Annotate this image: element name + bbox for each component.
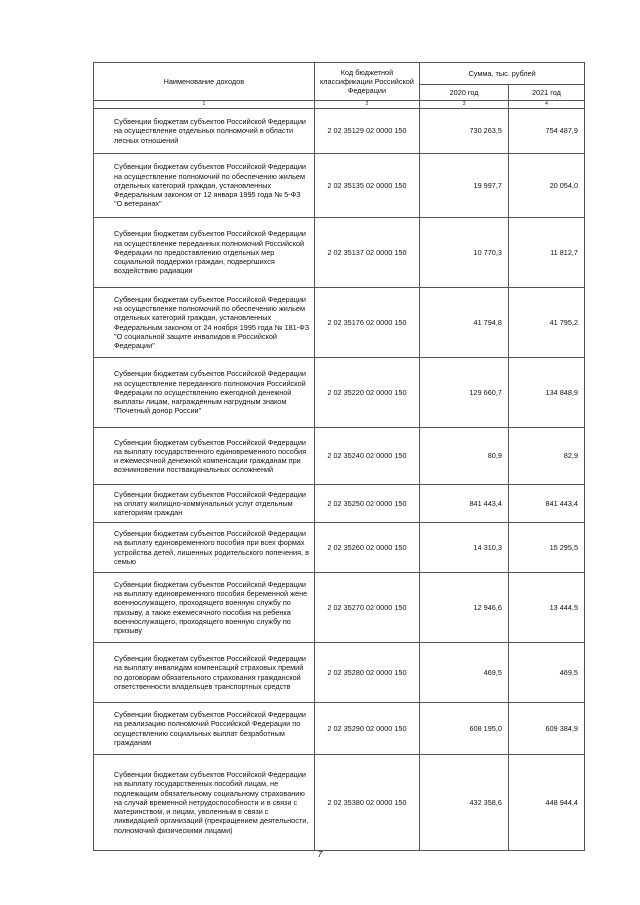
cell-code: 2 02 35290 02 0000 150 — [314, 703, 420, 755]
table-row — [94, 643, 585, 703]
cell-code: 2 02 35380 02 0000 150 — [314, 755, 420, 851]
cell-code: 2 02 35260 02 0000 150 — [314, 523, 420, 573]
cell-name: Субвенции бюджетам субъектов Российской Федерации на оплату жилищно-коммунальных услуг отдельным категориям граждан — [94, 485, 315, 523]
cell-y2020: 129 660,7 — [420, 358, 509, 428]
cell-y2021: 609 384,9 — [508, 703, 584, 755]
table-header — [94, 63, 585, 109]
cell-code: 2 02 35176 02 0000 150 — [314, 288, 420, 358]
column-index: 4 — [508, 101, 584, 109]
cell-y2020: 608 195,0 — [420, 703, 509, 755]
table-row — [94, 428, 585, 485]
cell-y2021: 82,9 — [508, 428, 584, 485]
cell-y2020: 730 263,5 — [420, 109, 509, 154]
income-table — [93, 62, 585, 851]
cell-y2020: 10 770,3 — [420, 218, 509, 288]
cell-name: Субвенции бюджетам субъектов Российской Федерации на осуществление полномочий по обеспечению жильем отдельных категорий граждан, установленных Федеральным законом от 24 ноября 1995 года № 181-ФЗ "О социальной защите инвалидов в Российской Федерации" — [94, 288, 315, 358]
cell-code: 2 02 35240 02 0000 150 — [314, 428, 420, 485]
page-number: 7 — [317, 850, 323, 859]
column-index: 1 — [94, 101, 315, 109]
cell-y2020: 12 946,6 — [420, 573, 509, 643]
cell-y2021: 15 295,5 — [508, 523, 584, 573]
cell-name: Субвенции бюджетам субъектов Российской Федерации на осуществление полномочий по обеспечению жильем отдельных категорий граждан, установленных Федеральным законом от 12 января 1995 года № 5-ФЗ "О ветеранах" — [94, 154, 315, 218]
header-sum: Сумма, тыс. рублей — [420, 63, 585, 85]
cell-code: 2 02 35129 02 0000 150 — [314, 109, 420, 154]
cell-y2021: 448 944,4 — [508, 755, 584, 851]
cell-name: Субвенции бюджетам субъектов Российской Федерации на выплату государственных пособий лицам, не подлежащим обязательному социальному страхованию на случай временной нетрудоспособности и в связи с материнством, и лицам, уволенным в связи с ликвидацией организаций (прекращением деятельности, полномочий физическими лицами) — [94, 755, 315, 851]
table-row — [94, 358, 585, 428]
table-row — [94, 154, 585, 218]
cell-name: Субвенции бюджетам субъектов Российской Федерации на осуществление отдельных полномочий в области лесных отношений — [94, 109, 315, 154]
cell-y2021: 134 848,9 — [508, 358, 584, 428]
cell-y2021: 754 487,9 — [508, 109, 584, 154]
table-row — [94, 485, 585, 523]
table-row — [94, 218, 585, 288]
cell-y2020: 19 997,7 — [420, 154, 509, 218]
cell-code: 2 02 35280 02 0000 150 — [314, 643, 420, 703]
cell-name: Субвенции бюджетам субъектов Российской Федерации на выплату единовременного пособия беременной жене военнослужащего, проходящего военную службу по призыву, а также ежемесячного пособия на ребенка военнослужащего, проходящего военную службу по призыву — [94, 573, 315, 643]
cell-name: Субвенции бюджетам субъектов Российской Федерации на выплату единовременного пособия при всех формах устройства детей, лишенных родительского попечения, в семью — [94, 523, 315, 573]
cell-code: 2 02 35137 02 0000 150 — [314, 218, 420, 288]
table-body — [94, 109, 585, 851]
table-row — [94, 288, 585, 358]
column-index: 2 — [314, 101, 420, 109]
cell-y2020: 469,5 — [420, 643, 509, 703]
cell-y2021: 469,5 — [508, 643, 584, 703]
table-row — [94, 109, 585, 154]
cell-y2020: 14 310,3 — [420, 523, 509, 573]
cell-y2020: 432 358,6 — [420, 755, 509, 851]
cell-y2021: 41 795,2 — [508, 288, 584, 358]
header-year-2021: 2021 год — [508, 85, 584, 101]
cell-y2021: 841 443,4 — [508, 485, 584, 523]
table-row — [94, 755, 585, 851]
table-row — [94, 573, 585, 643]
cell-code: 2 02 35250 02 0000 150 — [314, 485, 420, 523]
cell-name: Субвенции бюджетам субъектов Российской Федерации на реализацию полномочий Российской Федерации по осуществлению социальных выплат безработным гражданам — [94, 703, 315, 755]
column-index: 3 — [420, 101, 509, 109]
cell-y2020: 841 443,4 — [420, 485, 509, 523]
cell-name: Субвенции бюджетам субъектов Российской Федерации на выплату инвалидам компенсаций страховых премий по договорам обязательного страхования гражданской ответственности владельцев транспортных средств — [94, 643, 315, 703]
cell-y2021: 11 812,7 — [508, 218, 584, 288]
cell-y2021: 13 444,5 — [508, 573, 584, 643]
header-name: Наименование доходов — [94, 63, 315, 101]
header-code: Код бюджетной классификации Российской Федерации — [314, 63, 420, 101]
cell-name: Субвенции бюджетам субъектов Российской Федерации на осуществление переданных полномочий Российской Федерации по предоставлению отдельных мер социальной поддержки граждан, подвергшихся воздействию радиации — [94, 218, 315, 288]
cell-code: 2 02 35220 02 0000 150 — [314, 358, 420, 428]
header-year-2020: 2020 год — [420, 85, 509, 101]
cell-code: 2 02 35135 02 0000 150 — [314, 154, 420, 218]
cell-code: 2 02 35270 02 0000 150 — [314, 573, 420, 643]
cell-name: Субвенции бюджетам субъектов Российской Федерации на выплату государственного единовременного пособия и ежемесячной денежной компенсации гражданам при возникновении поствакцинальных осложнений — [94, 428, 315, 485]
cell-name: Субвенции бюджетам субъектов Российской Федерации на осуществление переданного полномочия Российской Федерации по осуществлению ежегодной денежной выплаты лицам, награжденным нагрудным знаком "Почетный донор России" — [94, 358, 315, 428]
cell-y2020: 80,9 — [420, 428, 509, 485]
cell-y2021: 20 054,0 — [508, 154, 584, 218]
table-row — [94, 703, 585, 755]
table-row — [94, 523, 585, 573]
cell-y2020: 41 794,8 — [420, 288, 509, 358]
